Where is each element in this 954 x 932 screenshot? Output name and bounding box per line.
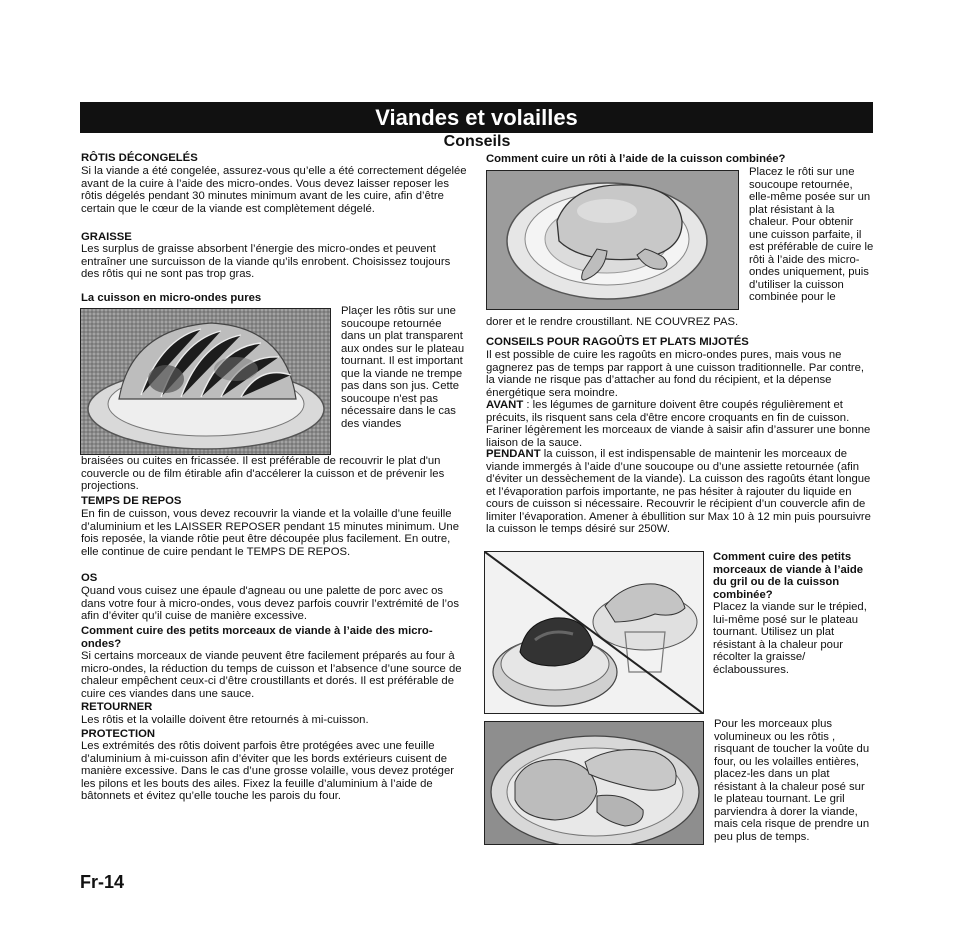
volumineux-text: Pour les morceaux plus volumineux ou les rôtis , risquant de toucher la voûte du four, ou les volailles entières, placez-les dans un plat résistant à la chaleur posé sur le plateau tournant. Le gril parviendra à dorer la viande, mais cela risque de prendre un peu plus de temps. xyxy=(714,718,870,843)
avant-paragraph xyxy=(486,399,874,449)
roast-covered-photo xyxy=(80,308,331,455)
rotis-heading: RÔTIS DÉCONGELÉS xyxy=(81,152,198,164)
roast-covered-illustration xyxy=(81,309,331,455)
grill-comparison-photo xyxy=(484,551,704,714)
grill-comparison-illustration xyxy=(485,552,704,714)
avant-label: AVANT xyxy=(486,399,524,411)
ragouts-heading: CONSEILS POUR RAGOÛTS ET PLATS MIJOTÉS xyxy=(486,336,749,348)
os-heading: OS xyxy=(81,572,98,584)
cuisson-combinee-text: dorer et le rendre croustillant. NE COUVREZ PAS. xyxy=(486,316,739,328)
retourner-text: Les rôtis et la volaille doivent être retournés à mi-cuisson. xyxy=(81,714,369,726)
avant-text: : les légumes de garniture doivent être coupés régulièrement et précuits, ils risquent sans cela d'être encore croquants en fin de cuisson. Fariner légèrement les morceaux de viande à saisir afin d’assurer une bonne liaison de la sauce. xyxy=(486,399,871,449)
temps-repos-text: En fin de cuisson, vous devez recouvrir la viande et la volaille d’une feuille d’aluminium et les LAISSER REPOSER pendant 15 minutes minimum. Une fois reposée, la viande rôtie peut être découpée plus facilement. En outre, elle continue de cuire pendant le TEMPS DE REPOS. xyxy=(81,508,459,558)
pendant-paragraph xyxy=(486,448,874,536)
gril-heading: Comment cuire des petits morceaux de viande à l’aide du gril ou de la cuisson combinée? xyxy=(713,551,864,601)
roast-chicken-illustration xyxy=(487,171,739,310)
gril-text: Placez la viande sur le trépied, lui-même posé sur le plateau tournant. Utilisez un plat résistant à la chaleur pour récolter la graisse/ éclaboussures. xyxy=(713,601,867,676)
chicken-legs-illustration xyxy=(485,722,704,845)
micro-ondes-pures-heading: La cuisson en micro-ondes pures xyxy=(81,292,262,304)
graisse-text: Les surplus de graisse absorbent l’énergie des micro-ondes et peuvent entraîner une surcuisson de la viande qu’ils enrobent. Choisissez toujours des rôtis qui ne sont pas trop gras. xyxy=(81,243,451,280)
ragouts-text: Il est possible de cuire les ragoûts en micro-ondes pures, mais vous ne gagnerez pas de temps par rapport à une cuisson traditionnelle. Par contre, la viande ne risque pas d’attacher au fond du récipient, et la dépense énergétique sera moindre. xyxy=(486,349,865,399)
page-number: Fr-14 xyxy=(80,872,125,892)
protection-text: Les extrémités des rôtis doivent parfois être protégées avec une feuille d’aluminium à mi-cuisson afin d’éviter que les bords extérieurs cuisent de manière excessive. Dans le cas d’une grosse volaille, vous devez protéger les pilons et les bouts des ailes. Fixez la feuille d’aluminium à l’aide de bâtonnets et évitez qu’elle touche les parois du four. xyxy=(81,740,454,802)
chicken-legs-photo xyxy=(484,721,704,845)
temps-repos-heading: TEMPS DE REPOS xyxy=(81,495,182,507)
roast-chicken-photo xyxy=(486,170,739,310)
pendant-text: la cuisson, il est indispensable de maintenir les morceaux de viande immergés à l’aide d’une soucoupe ou d’une assiette retournée (afin d’éviter un dessèchement de la viande). La cuisson des ragoûts étant longue et l’évaporation parfois importante, ne pas hésiter à rajouter du liquide en cours de cuisson si nécessaire. Recouvrir le récipient d’un couvercle afin de limiter l’évaporation. Amener à ébullition sur Max 10 à 12 min puis poursuivre la cuisson le temps désiré sur 250W. xyxy=(486,448,871,535)
petits-morceaux-heading: Comment cuire des petits morceaux de viande à l’aide des micro-ondes? xyxy=(81,625,433,650)
pendant-label: PENDANT xyxy=(486,448,541,460)
os-text: Quand vous cuisez une épaule d'agneau ou une palette de porc avec os dans votre four à micro-ondes, vous devez parfois couvrir l’extrémité de l’os afin d’éviter qu’il cuise de manière excessive. xyxy=(81,585,459,622)
rotis-text: Si la viande a été congelée, assurez-vous qu’elle a été correctement dégelée avant de la cuire à l’aide des micro-ondes. Vous devez laisser reposer les rôtis dégelés pendant 30 minutes minimum avant de les cuire, afin d’être certain que le cœur de la viande est complètement dégelé. xyxy=(81,165,467,215)
graisse-heading: GRAISSE xyxy=(81,231,132,243)
page-title-banner: Viandes et volailles xyxy=(80,102,873,133)
cuisson-combinee-heading: Comment cuire un rôti à l’aide de la cuisson combinée? xyxy=(486,153,786,165)
petits-morceaux-text: Si certains morceaux de viande peuvent être facilement préparés au four à micro-ondes, la réduction du temps de cuisson et l’absence d’une source de chaleur empêchent ceux-ci d’être croustillants et dorés. Il est préférable de cuire ces viandes dans une sauce. xyxy=(81,650,462,700)
micro-ondes-pures-side-text: Plaçer les rôtis sur une soucoupe retournée dans un plat transparent aux ondes sur le plateau tournant. Il est important que la viande ne trempe pas dans son jus. Cette soucoupe n'est pas nécessaire dans le cas des viandes xyxy=(341,305,465,430)
protection-heading: PROTECTION xyxy=(81,728,156,740)
cuisson-combinee-side-text: Placez le rôti sur une soucoupe retournée, elle-même posée sur un plat résistant à la chaleur. Pour obtenir une cuisson parfaite, il est préférable de cuire le rôti à l’aide des micro-ondes uniquement, puis d’utiliser la cuisson combinée pour le xyxy=(749,166,874,303)
micro-ondes-pures-text: braisées ou cuites en fricassée. Il est préférable de recouvrir le plat d'un couvercle ou de film étirable afin d'accélerer la cuisson et de prévenir les projections. xyxy=(81,455,445,492)
retourner-heading: RETOURNER xyxy=(81,701,153,713)
section-subtitle: Conseils xyxy=(443,133,511,150)
